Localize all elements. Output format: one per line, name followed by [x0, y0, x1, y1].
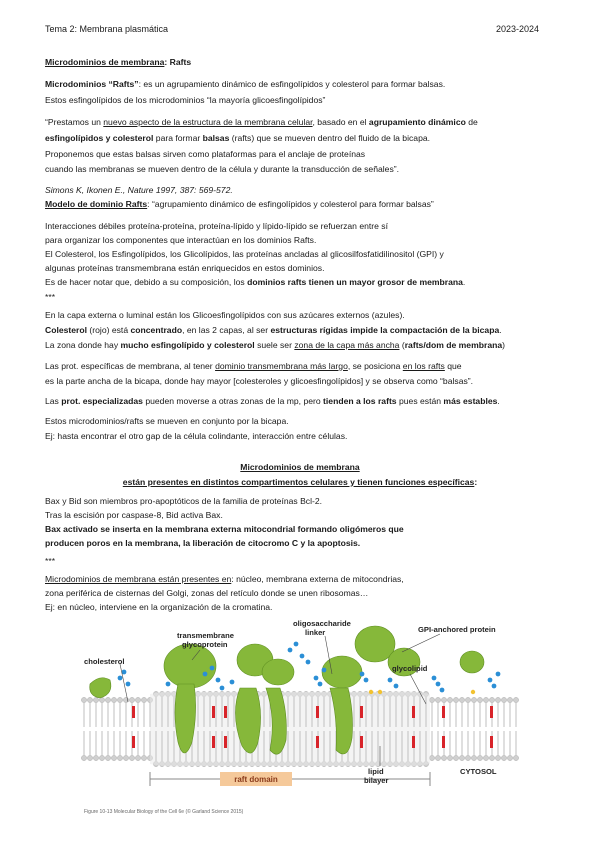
sugar-dot	[496, 672, 501, 677]
lipid-head	[111, 697, 116, 702]
sugar-dot	[216, 678, 221, 683]
label-bilayer: bilayer	[364, 776, 389, 785]
cholesterol-mark	[412, 706, 415, 718]
sugar-dot	[230, 680, 235, 685]
quote-line-2: esfingolípidos y colesterol para formar balsas (rafts) que se mueven dentro del fluido de la bicapa.	[45, 133, 431, 143]
lipid-head	[105, 755, 110, 760]
para-line: Microdominios de membrana están presentes en: núcleo, membrana externa de mitocondrias,	[45, 574, 404, 584]
protein-blob	[90, 678, 111, 698]
lipid-head	[111, 755, 116, 760]
para-line: Las prot. especializadas pueden moverse a otras zonas de la mp, pero tienden a los rafts pues están más estables.	[45, 396, 500, 406]
header-year: 2023-2024	[496, 24, 540, 34]
para-line: producen poros en la membrana, la liberación de citocromo C y la apoptosis.	[45, 538, 361, 548]
gpi-protein-blob	[460, 651, 484, 673]
separator: ***	[45, 556, 56, 566]
para-line: Ej: hasta encontrar el otro gap de la célula colindante, interacción entre células.	[45, 431, 348, 441]
protein-blob	[262, 659, 294, 685]
label-transmembrane: transmembrane	[177, 631, 234, 640]
lipid-head	[117, 755, 122, 760]
model-line: Modelo de dominio Rafts: “agrupamiento dinámico de esfingolípidos y colesterol para formar balsas”	[45, 199, 434, 209]
cholesterol-mark	[360, 706, 363, 718]
sugar-dot	[394, 684, 399, 689]
label-linker: linker	[305, 628, 326, 637]
cholesterol-mark	[224, 706, 227, 718]
para-line: es la parte ancha de la bicapa, donde hay mayor [colesteroles y glicoesfingolípidos] y se observa como “balsas”.	[45, 376, 474, 386]
sugar-dot	[322, 668, 327, 673]
sugar-dot	[436, 682, 441, 687]
cholesterol-mark	[316, 736, 319, 748]
para-line: Bax activado se inserta en la membrana externa mitocondrial formando oligómeros que	[45, 524, 404, 534]
separator: ***	[45, 292, 56, 302]
lipid-head	[495, 697, 500, 702]
lipid-head	[507, 697, 512, 702]
lipid-head	[459, 697, 464, 702]
cholesterol-mark	[212, 736, 215, 748]
sugar-dot	[364, 678, 369, 683]
lipid-head	[495, 755, 500, 760]
lipid-head	[477, 697, 482, 702]
sugar-dot	[432, 676, 437, 681]
lipid-head	[453, 697, 458, 702]
lipid-head	[471, 697, 476, 702]
sugar-dot	[118, 676, 123, 681]
sugar-dot	[220, 686, 225, 691]
para-line: El Colesterol, los Esfingolípidos, los Glicolípidos, las proteínas ancladas al glicosilfosfatidilinositol (GPI) y	[45, 249, 444, 259]
para-line: La zona donde hay mucho esfingolípido y colesterol suele ser zona de la capa más ancha (rafts/dom de membrana)	[45, 340, 506, 350]
lipid-head	[429, 697, 434, 702]
cholesterol-mark	[132, 706, 135, 718]
label-cholesterol: cholesterol	[84, 657, 125, 666]
lipid-head	[447, 755, 452, 760]
sugar-dot	[440, 688, 445, 693]
lipid-head	[99, 755, 104, 760]
sugar-dot	[126, 682, 131, 687]
lipid-head	[129, 697, 134, 702]
lipid-head	[459, 755, 464, 760]
para-line: zona periférica de cisternas del Golgi, zonas del retículo donde se unen ribosomas…	[45, 588, 369, 598]
label-oligosaccharide: oligosaccharide	[293, 619, 351, 628]
section-title-rafts: Microdominios de membrana: Rafts	[45, 57, 192, 67]
sugar-dot	[318, 682, 323, 687]
lipid-head	[117, 697, 122, 702]
cholesterol-mark	[132, 736, 135, 748]
quote-line-3: Proponemos que estas balsas sirven como plataformas para el anclaje de proteínas	[45, 149, 366, 159]
cholesterol-mark	[224, 736, 227, 748]
lipid-head	[93, 697, 98, 702]
lipid-head	[489, 755, 494, 760]
cholesterol-mark	[490, 736, 493, 748]
lipid-head	[93, 755, 98, 760]
para-line: Estos microdominios/rafts se mueven en conjunto por la bicapa.	[45, 416, 289, 426]
lipid-head	[465, 755, 470, 760]
cholesterol-mark	[442, 736, 445, 748]
lipid-head	[129, 755, 134, 760]
cholesterol-mark	[360, 736, 363, 748]
sugar-dot	[203, 672, 208, 677]
lipid-head	[435, 697, 440, 702]
definition-line: Microdominios “Rafts”: es un agrupamiento dinámico de esfingolípidos y colesterol para formar balsas.	[45, 79, 446, 89]
sugar-dot	[300, 654, 305, 659]
para-line: Colesterol (rojo) está concentrado, en las 2 capas, al ser estructuras rígidas impide la compactación de la bicapa.	[45, 325, 502, 335]
lipid-head	[447, 697, 452, 702]
cholesterol-mark	[412, 736, 415, 748]
lipid-head	[429, 755, 434, 760]
sugar-dot	[294, 642, 299, 647]
para-line: En la capa externa o luminal están los Glicoesfingolípidos con sus azúcares externos (azules).	[45, 310, 405, 320]
lipid-head	[489, 697, 494, 702]
label-glycoprotein: glycoprotein	[182, 640, 228, 649]
lipid-head	[81, 755, 86, 760]
label-glycolipid: glycolipid	[392, 664, 428, 673]
sugar-dot	[166, 682, 171, 687]
lipid-head	[435, 755, 440, 760]
cholesterol-mark	[212, 706, 215, 718]
definition-line-2: Estos esfingolípidos de los microdominios “la mayoría glicoesfingolípidos”	[45, 95, 326, 105]
sugar-dot	[360, 672, 365, 677]
para-line: Las prot. específicas de membrana, al tener dominio transmembrana más largo, se posiciona en los rafts que	[45, 361, 462, 371]
lipid-head	[441, 697, 446, 702]
sugar-dot	[314, 676, 319, 681]
quote-line-1: “Prestamos un nuevo aspecto de la estructura de la membrana celular, basado en el agrupamiento dinámico de	[45, 117, 478, 127]
lipid-head	[135, 697, 140, 702]
label-cytosol: CYTOSOL	[460, 767, 497, 776]
sugar-dot	[210, 666, 215, 671]
cholesterol-mark	[316, 706, 319, 718]
raft-domain-label: raft domain	[234, 775, 278, 784]
label-gpi: GPI-anchored protein	[418, 625, 496, 634]
label-lipid: lipid	[368, 767, 384, 776]
section-subtitle: están presentes en distintos compartimentos celulares y tienen funciones específicas:	[122, 477, 478, 487]
lipid-head	[471, 755, 476, 760]
para-line: Es de hacer notar que, debido a su composición, los dominios rafts tienen un mayor grosor de membrana.	[45, 277, 466, 287]
para-line: Ej: en núcleo, interviene en la organización de la cromatina.	[45, 602, 273, 612]
para-line: Interacciones débiles proteína-proteína, proteína-lípido y lípido-lípido se refuerzan entre sí	[45, 221, 388, 231]
header-title: Tema 2: Membrana plasmática	[45, 24, 169, 34]
raft-domain-figure	[80, 614, 520, 819]
lipid-head	[483, 755, 488, 760]
protein-blob	[322, 656, 362, 688]
lipid-head	[141, 755, 146, 760]
lipid-head	[123, 755, 128, 760]
lipid-head	[441, 755, 446, 760]
lipid-head	[483, 697, 488, 702]
lipid-head	[501, 697, 506, 702]
figure-caption: Figure 10-13 Molecular Biology of the Cell 6e (© Garland Science 2015)	[84, 809, 244, 815]
lipid-head	[501, 755, 506, 760]
lipid-head	[81, 697, 86, 702]
lipid-head	[87, 755, 92, 760]
sugar-dot	[388, 678, 393, 683]
sugar-dot	[492, 684, 497, 689]
lipid-head	[477, 755, 482, 760]
section-title-compartments: Microdominios de membrana	[240, 462, 360, 472]
sugar-dot	[488, 678, 493, 683]
lipid-head	[507, 755, 512, 760]
lipid-head	[513, 755, 518, 760]
citation: Simons K, Ikonen E., Nature 1997, 387: 569-572.	[45, 185, 233, 195]
cholesterol-mark	[442, 706, 445, 718]
para-line: algunas proteínas transmembrana están enriquecidos en estos dominios.	[45, 263, 325, 273]
lipid-head	[465, 697, 470, 702]
lipid-head	[135, 755, 140, 760]
para-line: Bax y Bid son miembros pro-apoptóticos de la familia de proteínas Bcl-2.	[45, 496, 323, 506]
lipid-head	[87, 697, 92, 702]
para-line: para organizar los componentes que interactúan en los dominios Rafts.	[45, 235, 317, 245]
lipid-head	[105, 697, 110, 702]
sugar-dot	[288, 648, 293, 653]
para-line: Tras la escisión por caspase-8, Bid activa Bax.	[45, 510, 223, 520]
cholesterol-mark	[490, 706, 493, 718]
lipid-head	[453, 755, 458, 760]
quote-line-4: cuando las membranas se mueven dentro de la célula y durante la transducción de señales”.	[45, 164, 399, 174]
sugar-dot	[306, 660, 311, 665]
protein-blob	[164, 644, 216, 688]
lipid-head	[141, 697, 146, 702]
lipid-head	[513, 697, 518, 702]
